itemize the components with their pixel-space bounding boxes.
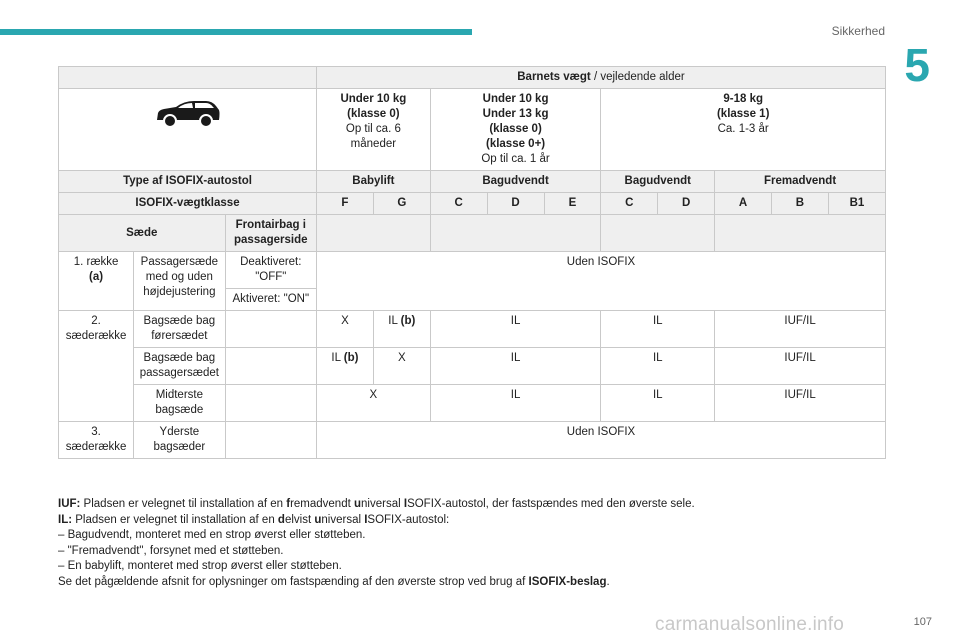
value-cell: IUF/IL [715,385,886,422]
airbag-off: Deaktiveret: "OFF" [225,252,316,289]
groups-row [59,89,886,171]
blank-cell [225,385,316,422]
row3 [59,422,886,459]
note-bullet: – Bagudvendt, monteret med en strop øverst eller støtteben. [58,529,366,542]
value-cell: IL (b) [373,311,430,348]
group-line: (klasse 0+) [485,138,546,150]
blank-cell [225,348,316,385]
watermark: carmanualsonline.info [655,614,845,635]
row2-seat: Midterste bagsæde [134,385,225,422]
section-title: Sikkerhed [831,24,885,38]
header-accent-bar [0,29,472,35]
class-row [59,193,886,215]
group-line: Under 13 kg [482,108,549,120]
row2-passenger [59,348,886,385]
row1-label: 1. række (a) [59,252,134,311]
type-row [59,171,886,193]
value-cell: IL [430,385,601,422]
value-cell: X [317,311,374,348]
class-cell: C [601,193,658,215]
group-line: 9-18 kg [723,93,763,105]
blank-cell [317,215,431,252]
row1-off [59,252,886,289]
vehicle-cell [59,89,317,171]
blank-cell [225,311,316,348]
chapter-number: 5 [904,39,930,91]
airbag-on: Aktiveret: "ON" [225,289,316,311]
weight-group-1 [601,89,886,171]
group-line: (klasse 0) [347,108,400,120]
value-cell: X [373,348,430,385]
type-cell: Bagudvendt [601,171,715,193]
row2-driver [59,311,886,348]
note-bullet: – "Fremadvendt", forsynet med et støtteben. [58,544,284,557]
group-line: Op til ca. 6 [345,123,401,135]
class-cell: F [317,193,374,215]
group-line: (klasse 1) [716,108,770,120]
class-cell: D [658,193,715,215]
group-line: Ca. 1-3 år [717,123,769,135]
blank-cell [225,422,316,459]
group-line: Op til ca. 1 år [481,153,550,165]
row3-value: Uden ISOFIX [317,422,886,459]
note-bullet: – En babylift, monteret med strop øverst eller støtteben. [58,560,342,573]
group-line: (klasse 0) [489,123,542,135]
class-cell: E [544,193,601,215]
car-side-icon [154,98,222,135]
type-label: Type af ISOFIX-autostol [59,171,317,193]
blank-cell [715,215,886,252]
class-cell: D [487,193,544,215]
airbag-header: Frontairbag i passagerside [225,215,316,252]
type-cell: Bagudvendt [430,171,601,193]
weight-header: Barnets vægt / vejledende alder [317,67,886,89]
class-cell: B [772,193,829,215]
value-cell: IL [601,311,715,348]
weight-group-0-plus [430,89,601,171]
row1-value: Uden ISOFIX [317,252,886,311]
weight-group-0 [317,89,431,171]
legend-notes [58,497,898,591]
value-cell: IL [430,311,601,348]
row3-seat: Yderste bagsæder [134,422,225,459]
weight-header-row [59,67,886,89]
group-line: Under 10 kg [482,93,549,105]
value-cell: X [317,385,431,422]
note-iuf: IUF: Pladsen er velegnet til installation af en fremadvendt universal ISOFIX-autostol, der fastspændes med den øverste sele. [58,498,695,510]
seat-header-row [59,215,886,252]
value-cell: IL (b) [317,348,374,385]
row2-middle [59,385,886,422]
row2-seat: Bagsæde bag passagersædet [134,348,225,385]
note-il: IL: Pladsen er velegnet til installation af en delvist universal ISOFIX-autostol: [58,513,450,526]
row2-seat: Bagsæde bag førersædet [134,311,225,348]
group-line: Under 10 kg [340,93,407,105]
page-number: 107 [913,616,932,628]
blank-cell [601,215,715,252]
note-see-also: Se det pågældende afsnit for oplysninger om fastspænding af den øverste strop ved brug af ISOFIX-beslag. [58,575,610,588]
blank-cell [59,67,317,89]
seat-header: Sæde [59,215,226,252]
isofix-table [58,66,886,459]
class-label: ISOFIX-vægtklasse [59,193,317,215]
value-cell: IUF/IL [715,311,886,348]
value-cell: IL [430,348,601,385]
type-cell: Fremadvendt [715,171,886,193]
row2-label: 2. sæderække [59,311,134,422]
class-cell: A [715,193,772,215]
class-cell: C [430,193,487,215]
value-cell: IL [601,348,715,385]
class-cell: B1 [828,193,885,215]
type-cell: Babylift [317,171,431,193]
class-cell: G [373,193,430,215]
value-cell: IUF/IL [715,348,886,385]
row3-label: 3. sæderække [59,422,134,459]
value-cell: IL [601,385,715,422]
blank-cell [430,215,601,252]
row1-seat: Passagersæde med og uden højdejustering [134,252,225,311]
group-line: måneder [350,138,397,150]
